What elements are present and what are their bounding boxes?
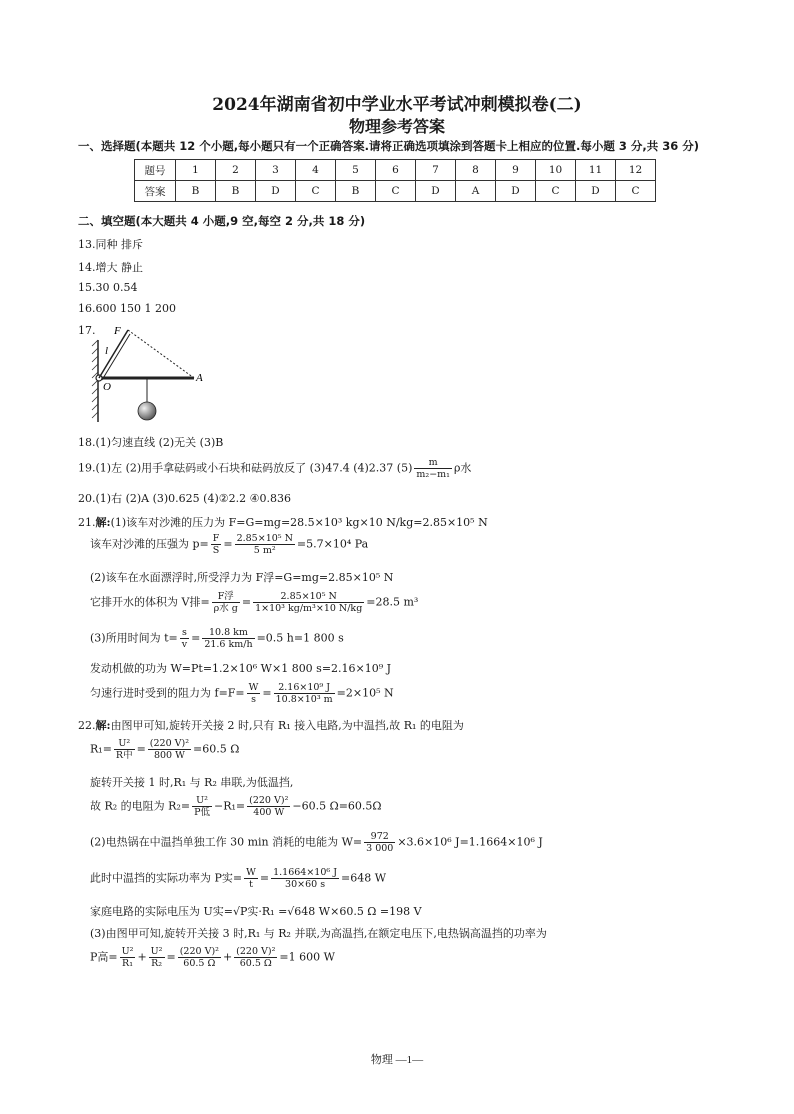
answer-19-text: 19.(1)左 (2)用手拿砝码或小石块和砝码放反了 (3)47.4 (4)2.37 (5) xyxy=(78,461,413,475)
figure-label-A: A xyxy=(196,372,203,384)
density-fraction xyxy=(414,457,452,480)
answer-17-label: 17. xyxy=(78,324,96,337)
fraction xyxy=(120,946,136,969)
answer-cell: C xyxy=(536,181,576,202)
q21-line-2 xyxy=(90,533,368,556)
fraction-numerator: (220 V)² xyxy=(236,946,276,957)
text: = xyxy=(259,871,270,885)
q21-line-6: 发动机做的功为 W=Pt=1.2×10⁶ W×1 800 s=2.16×10⁹ J xyxy=(90,662,392,675)
fraction-denominator: R₂ xyxy=(151,958,163,969)
question-number: 6 xyxy=(376,160,416,181)
fraction-denominator: 21.6 km/h xyxy=(204,639,253,650)
answer-14: 14.增大 静止 xyxy=(78,261,143,274)
question-number: 7 xyxy=(416,160,456,181)
text: = xyxy=(166,950,176,964)
question-number: 3 xyxy=(256,160,296,181)
page-title: 2024年湖南省初中学业水平考试冲刺模拟卷(二) xyxy=(212,95,582,115)
q21-text: (1)该车对沙滩的压力为 F=G=mg=28.5×10³ kg×10 N/kg=2.85×10⁵ N xyxy=(110,516,488,529)
question-number: 9 xyxy=(496,160,536,181)
fraction-denominator: v xyxy=(181,639,188,650)
fraction-denominator: 60.5 Ω xyxy=(239,958,272,969)
answer-20: 20.(1)右 (2)A (3)0.625 (4)②2.2 ④0.836 xyxy=(78,492,291,505)
text: + xyxy=(137,950,147,964)
answer-cell: D xyxy=(576,181,616,202)
answer-16: 16.600 150 1 200 xyxy=(78,302,176,315)
q22-line-4 xyxy=(90,795,382,818)
text: −60.5 Ω=60.5Ω xyxy=(292,799,382,813)
fraction xyxy=(244,867,258,890)
fraction-denominator: 3 000 xyxy=(366,843,394,854)
fraction-denominator: S xyxy=(212,545,220,556)
fraction-numerator: 2.16×10⁹ J xyxy=(274,682,335,694)
fraction-numerator: 10.8 km xyxy=(202,627,254,639)
fraction-denominator: 400 W xyxy=(253,807,285,818)
fraction-numerator: F xyxy=(212,533,220,544)
fraction-denominator: 5 m² xyxy=(253,545,276,556)
fraction-numerator: 972 xyxy=(364,831,395,843)
solution-label: 解: xyxy=(95,719,111,732)
fraction-denominator: 10.8×10³ m xyxy=(275,694,333,705)
section-2-heading: 二、填空题(本大题共 4 小题,9 空,每空 2 分,共 18 分) xyxy=(78,214,366,228)
q21-number: 21. xyxy=(78,516,96,529)
fraction xyxy=(180,627,189,650)
q21-line-4 xyxy=(90,591,418,614)
question-number: 12 xyxy=(616,160,656,181)
fraction-numerator: 2.85×10⁵ N xyxy=(236,533,293,544)
fraction xyxy=(211,533,222,556)
question-number: 4 xyxy=(296,160,336,181)
fraction xyxy=(247,795,290,818)
fraction xyxy=(234,946,277,969)
fraction-denominator: s xyxy=(251,694,256,705)
figure-label-l: l xyxy=(105,345,109,357)
text: + xyxy=(222,950,233,964)
fraction-denominator: R中 xyxy=(115,750,133,761)
fraction-denominator: ρ水 g xyxy=(213,603,238,614)
text: = xyxy=(223,537,233,551)
text: =60.5 Ω xyxy=(193,742,240,756)
fraction xyxy=(271,867,339,890)
text: = xyxy=(241,595,252,609)
fraction-numerator: m xyxy=(414,457,452,469)
text: =28.5 m³ xyxy=(366,595,419,609)
question-number: 5 xyxy=(336,160,376,181)
question-number: 1 xyxy=(176,160,216,181)
answer-cell: B xyxy=(336,181,376,202)
text: (3)所用时间为 t= xyxy=(90,631,178,645)
q22-line-3: 旋转开关接 1 时,R₁ 与 R₂ 串联,为低温挡, xyxy=(90,776,294,789)
text: = xyxy=(136,742,146,756)
q22-line-1 xyxy=(78,717,464,733)
fraction xyxy=(114,738,135,761)
text: 该车对沙滩的压强为 p= xyxy=(90,537,209,551)
answer-cell: B xyxy=(216,181,256,202)
answer-cell: D xyxy=(496,181,536,202)
q22-line-7: 家庭电路的实际电压为 U实=√P实·R₁ =√648 W×60.5 Ω =198 V xyxy=(90,905,422,918)
q21-line-1 xyxy=(78,514,488,530)
text: =1 600 W xyxy=(279,950,335,964)
answer-19-tail: ρ水 xyxy=(453,461,472,475)
q22-text: 由图甲可知,旋转开关接 2 时,只有 R₁ 接入电路,为中温挡,故 R₁ 的电阻为 xyxy=(110,719,464,732)
answer-cell: A xyxy=(456,181,496,202)
answer-cell: B xyxy=(176,181,216,202)
fraction xyxy=(247,682,261,705)
table-row xyxy=(135,181,656,202)
answer-13: 13.同种 排斥 xyxy=(78,238,143,251)
fraction-numerator: s xyxy=(180,627,189,639)
answer-cell: D xyxy=(256,181,296,202)
fraction xyxy=(148,738,191,761)
q22-number: 22. xyxy=(78,719,96,732)
text: =5.7×10⁴ Pa xyxy=(296,537,369,551)
fraction-numerator: F浮 xyxy=(212,591,240,603)
fraction-denominator: t xyxy=(249,879,253,890)
q22-line-8: (3)由图甲可知,旋转开关接 3 时,R₁ 与 R₂ 并联,为高温挡,在额定电压下,电热锅高温挡的功率为 xyxy=(90,927,547,940)
q22-line-2 xyxy=(90,738,239,761)
lever-figure xyxy=(88,322,218,426)
fraction-numerator: (220 V)² xyxy=(179,946,219,957)
answer-cell: D xyxy=(416,181,456,202)
fraction-denominator: 30×60 s xyxy=(285,879,326,890)
text: 匀速行进时受到的阻力为 f=F= xyxy=(90,686,245,700)
question-number: 8 xyxy=(456,160,496,181)
fraction-numerator: W xyxy=(246,867,256,878)
figure-label-O: O xyxy=(103,381,111,393)
row-label: 题号 xyxy=(135,160,176,181)
question-number: 2 xyxy=(216,160,256,181)
text: P高= xyxy=(90,950,118,964)
row-label: 答案 xyxy=(135,181,176,202)
solution-label: 解: xyxy=(95,516,111,529)
q22-line-5 xyxy=(90,831,543,854)
answer-15: 15.30 0.54 xyxy=(78,281,138,294)
text: =2×10⁵ N xyxy=(336,686,394,700)
text: (2)电热锅在中温挡单独工作 30 min 消耗的电能为 W= xyxy=(90,835,363,849)
answer-19 xyxy=(78,457,471,480)
fraction-denominator: m₂−m₁ xyxy=(416,469,450,480)
fraction-numerator: U² xyxy=(121,946,134,957)
figure-label-F: F xyxy=(114,325,121,337)
q21-line-3: (2)该车在水面漂浮时,所受浮力为 F浮=G=mg=2.85×10⁵ N xyxy=(90,571,394,584)
fraction-numerator: U² xyxy=(192,795,212,807)
fraction-numerator: 1.1664×10⁶ J xyxy=(273,867,338,878)
fraction xyxy=(202,627,254,650)
fraction xyxy=(149,946,165,969)
text: 故 R₂ 的电阻为 R₂= xyxy=(90,799,191,813)
fraction xyxy=(274,682,335,705)
fraction xyxy=(364,831,395,854)
text: ×3.6×10⁶ J=1.1664×10⁶ J xyxy=(397,835,543,849)
page-subtitle: 物理参考答案 xyxy=(348,117,445,136)
q21-line-7 xyxy=(90,682,394,705)
fraction-numerator: 2.85×10⁵ N xyxy=(253,591,364,603)
question-number: 10 xyxy=(536,160,576,181)
text: = xyxy=(191,631,201,645)
answer-18: 18.(1)匀速直线 (2)无关 (3)B xyxy=(78,436,224,449)
fraction-numerator: U² xyxy=(150,946,163,957)
fraction xyxy=(212,591,240,614)
section-1-heading: 一、选择题(本题共 12 个小题,每小题只有一个正确答案.请将正确选项填涂到答题卡上相应的位置.每小题 3 分,共 36 分) xyxy=(78,139,700,153)
text: 此时中温挡的实际功率为 P实= xyxy=(90,871,243,885)
text: −R₁= xyxy=(214,799,246,813)
table-row xyxy=(135,160,656,181)
fraction xyxy=(253,591,364,614)
fraction-numerator: W xyxy=(248,682,259,693)
text: =648 W xyxy=(341,871,387,885)
question-number: 11 xyxy=(576,160,616,181)
q22-line-9 xyxy=(90,946,335,969)
fraction xyxy=(235,533,295,556)
text: 它排开水的体积为 V排= xyxy=(90,595,210,609)
answer-table xyxy=(134,159,656,202)
fraction xyxy=(178,946,221,969)
fraction-denominator: R₁ xyxy=(122,958,134,969)
text: = xyxy=(262,686,272,700)
fraction-denominator: 60.5 Ω xyxy=(183,958,216,969)
answer-cell: C xyxy=(616,181,656,202)
fraction-denominator: 800 W xyxy=(153,750,185,761)
fraction-numerator: U² xyxy=(114,738,135,750)
fraction-numerator: (220 V)² xyxy=(249,795,289,806)
fraction-denominator: 1×10³ kg/m³×10 N/kg xyxy=(255,603,363,614)
page-footer: 物理 —1— xyxy=(370,1054,424,1066)
q22-line-6 xyxy=(90,867,386,890)
answer-cell: C xyxy=(376,181,416,202)
fraction-numerator: (220 V)² xyxy=(149,738,190,749)
text: R₁= xyxy=(90,742,112,756)
fraction xyxy=(192,795,212,818)
fraction-denominator: P低 xyxy=(194,807,210,818)
text: =0.5 h=1 800 s xyxy=(256,631,344,645)
q21-line-5 xyxy=(90,627,344,650)
answer-cell: C xyxy=(296,181,336,202)
